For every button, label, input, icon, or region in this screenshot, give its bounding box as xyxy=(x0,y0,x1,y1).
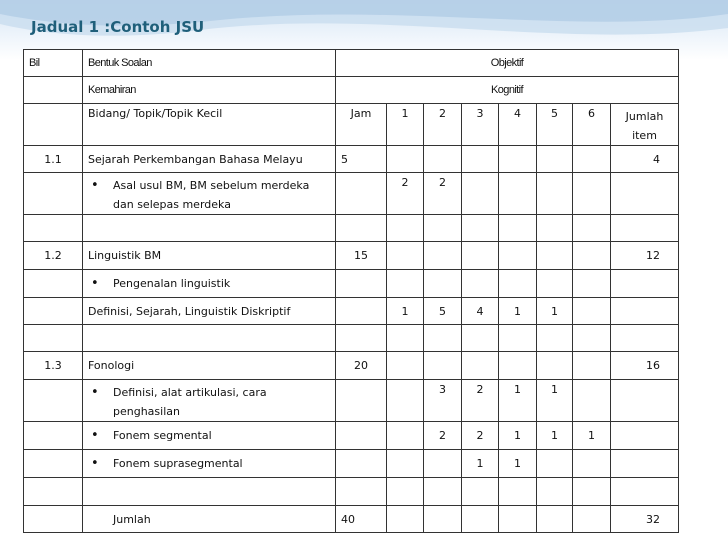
total-jam: 40 xyxy=(336,506,387,533)
table-row xyxy=(24,242,679,270)
row-topic: Linguistik BM xyxy=(83,242,336,270)
row-bil: 1.2 xyxy=(24,242,83,270)
bullet-item: • Definisi, alat artikulasi, cara penghasilan xyxy=(91,385,267,418)
cell-value: 2 xyxy=(387,173,424,215)
row-bil: 1.3 xyxy=(24,352,83,380)
row-topic: Fonologi xyxy=(83,352,336,380)
cell-value: 3 xyxy=(424,380,462,422)
column-header-row xyxy=(24,104,679,146)
cell-value: 1 xyxy=(499,450,537,478)
col-6: 6 xyxy=(573,104,611,146)
bullet-icon: • xyxy=(91,427,99,443)
row-jumlah: 16 xyxy=(611,352,679,380)
cell-value: 1 xyxy=(499,380,537,422)
cell-value: 1 xyxy=(499,422,537,450)
table-row xyxy=(24,380,679,422)
cell-value: 2 xyxy=(424,173,462,215)
cell-value: 1 xyxy=(537,422,573,450)
bullet-icon: • xyxy=(91,178,99,193)
header-bil: Bil xyxy=(24,50,83,77)
bullet-item: • Asal usul BM, BM sebelum merdeka dan selepas merdeka xyxy=(91,178,310,211)
col-3: 3 xyxy=(462,104,499,146)
total-jumlah: 32 xyxy=(611,506,679,533)
header-bentuk-soalan: Bentuk Soalan xyxy=(83,50,336,77)
cell-value: 4 xyxy=(462,298,499,325)
bullet-item: • Fonem suprasegmental xyxy=(88,454,330,474)
col-5: 5 xyxy=(537,104,573,146)
table-row xyxy=(24,450,679,478)
cell-value: 1 xyxy=(499,298,537,325)
total-label: Jumlah xyxy=(83,506,336,533)
bullet-icon: • xyxy=(91,275,99,291)
row-jumlah: 4 xyxy=(611,146,679,173)
cell-value: 2 xyxy=(424,422,462,450)
cell-value: 1 xyxy=(573,422,611,450)
col-jumlah-item: Jumlah item xyxy=(611,104,679,146)
table-row-empty xyxy=(24,215,679,242)
bullet-item: • Fonem segmental xyxy=(88,426,330,446)
row-jam: 15 xyxy=(336,242,387,270)
col-1: 1 xyxy=(387,104,424,146)
table-row xyxy=(24,270,679,298)
bullet-icon: • xyxy=(91,385,99,400)
table-row-empty xyxy=(24,478,679,506)
row-jam: 20 xyxy=(336,352,387,380)
row-topic: Sejarah Perkembangan Bahasa Melayu xyxy=(83,146,336,173)
cell-value: 1 xyxy=(537,380,573,422)
row-bil: 1.1 xyxy=(24,146,83,173)
row-jam: 5 xyxy=(336,146,387,173)
table-row-empty xyxy=(24,325,679,352)
col-jam: Jam xyxy=(336,104,387,146)
header-kemahiran: Kemahiran xyxy=(83,77,336,104)
table-row xyxy=(24,422,679,450)
cell-value: 1 xyxy=(387,298,424,325)
bullet-icon: • xyxy=(91,455,99,471)
page-title: Jadual 1 :Contoh JSU xyxy=(31,18,205,36)
row-topic: Definisi, Sejarah, Linguistik Diskriptif xyxy=(83,298,336,325)
cell-value: 1 xyxy=(537,298,573,325)
header-kognitif: Kognitif xyxy=(336,77,679,104)
col-2: 2 xyxy=(424,104,462,146)
cell-value: 1 xyxy=(462,450,499,478)
col-bidang: Bidang/ Topik/Topik Kecil xyxy=(83,104,336,146)
header-objektif: Objektif xyxy=(336,50,679,77)
table-row xyxy=(24,298,679,325)
cell-value: 5 xyxy=(424,298,462,325)
row-jumlah: 12 xyxy=(611,242,679,270)
cell-value: 2 xyxy=(462,422,499,450)
col-4: 4 xyxy=(499,104,537,146)
table-row xyxy=(24,146,679,173)
bullet-item: • Pengenalan linguistik xyxy=(88,274,330,294)
jsu-table xyxy=(23,49,679,533)
cell-value: 2 xyxy=(462,380,499,422)
table-row xyxy=(24,173,679,215)
total-row xyxy=(24,506,679,533)
header-row-1 xyxy=(24,50,679,77)
header-row-2 xyxy=(24,77,679,104)
table-row xyxy=(24,352,679,380)
